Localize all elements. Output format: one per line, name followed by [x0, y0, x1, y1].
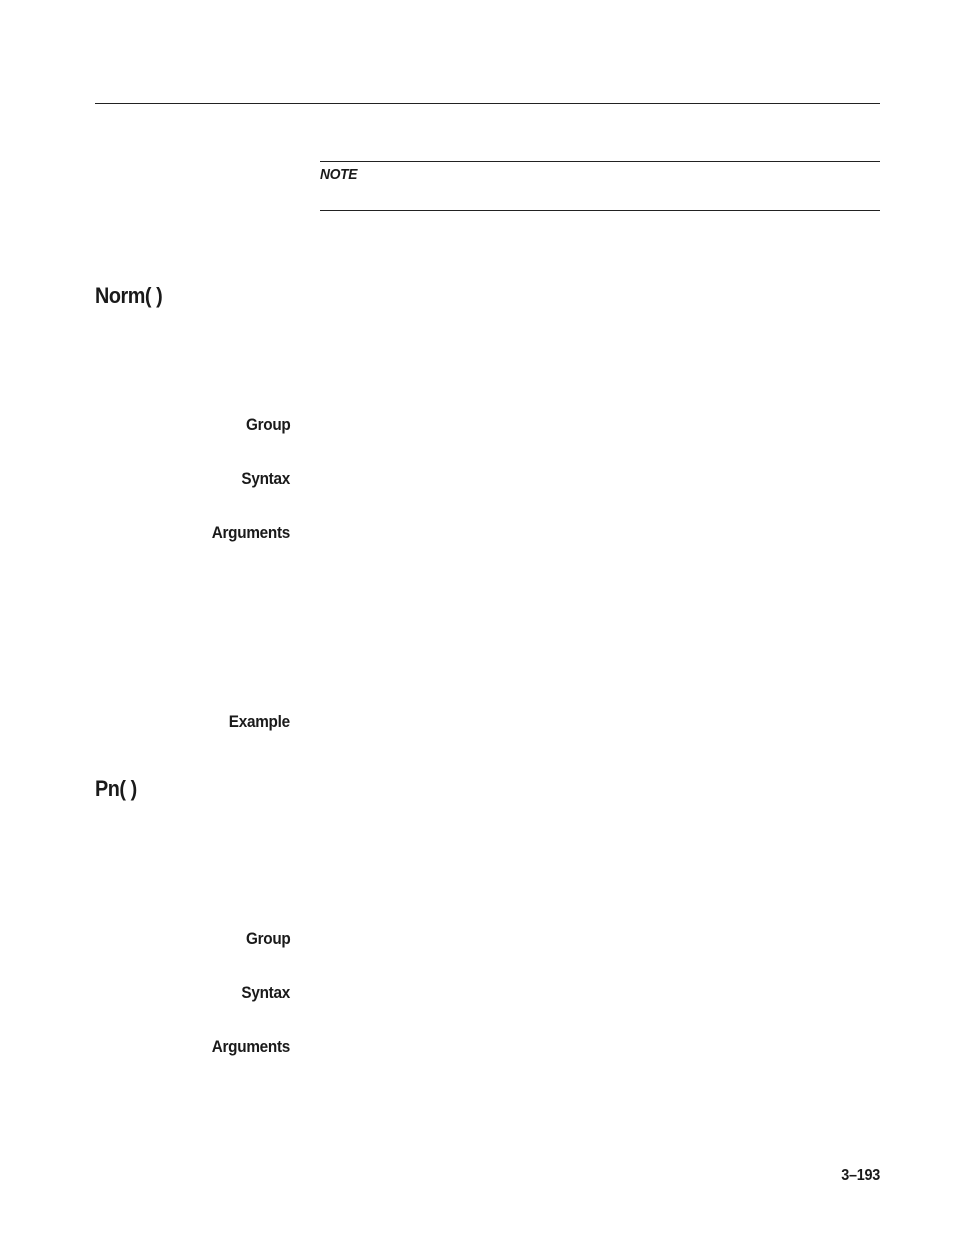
page-number: 3–193 — [841, 1167, 880, 1184]
norm-group-label: Group — [245, 415, 290, 434]
norm-syntax-label: Syntax — [241, 469, 290, 488]
pn-syntax-label: Syntax — [241, 983, 290, 1002]
note-label: NOTE — [320, 166, 358, 183]
section-title-pn: Pn( ) — [95, 776, 137, 801]
section-title-norm: Norm( ) — [95, 283, 163, 308]
note-top-rule — [320, 161, 880, 162]
norm-example-label: Example — [228, 712, 290, 731]
note-bottom-rule — [320, 210, 880, 211]
header-rule — [95, 103, 880, 104]
pn-group-label: Group — [245, 929, 290, 948]
norm-arguments-label: Arguments — [211, 523, 290, 542]
pn-arguments-label: Arguments — [211, 1037, 290, 1056]
